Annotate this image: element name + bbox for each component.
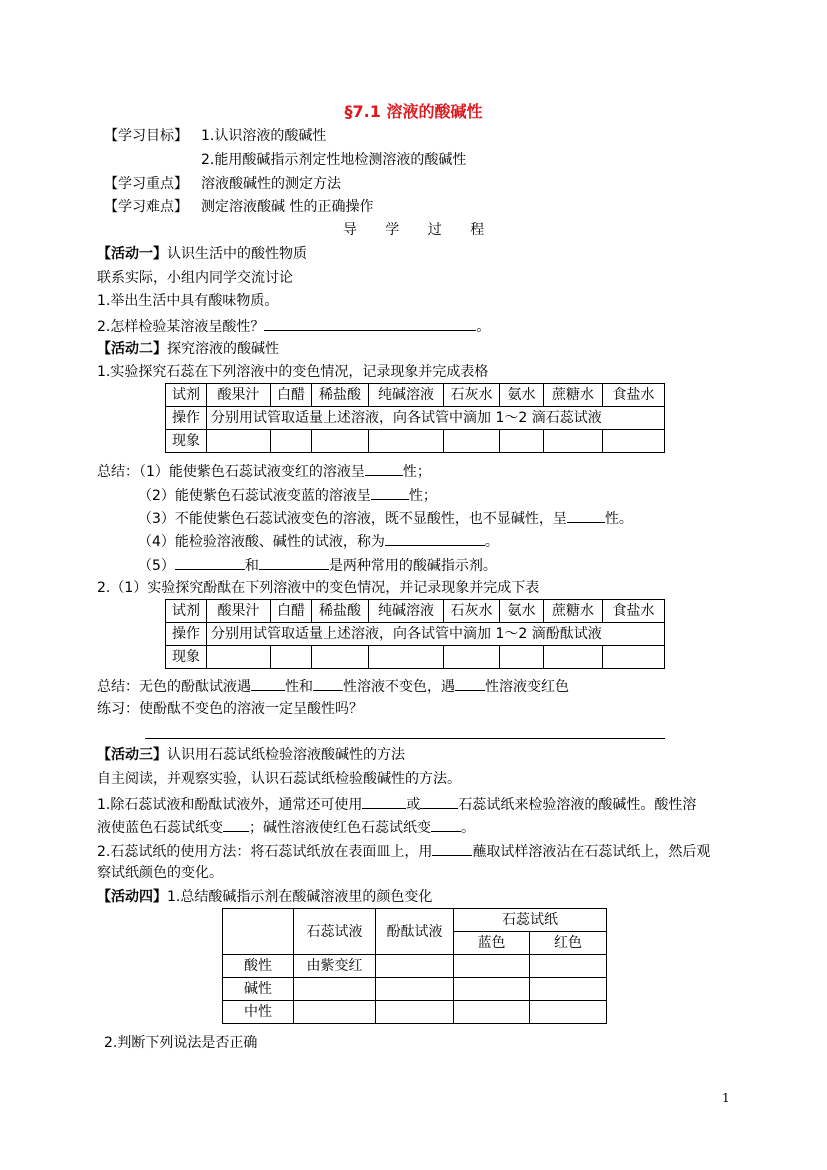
summary-line-2 [138, 485, 437, 505]
activity2-label: 【活动二】 [97, 341, 167, 357]
activity3-p2-line2: 察试纸颜色的变化。 [97, 865, 223, 881]
row-label: 操作 [166, 407, 207, 430]
table-cell[interactable] [530, 955, 607, 978]
goal-item-1: 1.认识溶液的酸碱性 [201, 128, 327, 144]
table-header-cell: 试剂 [166, 384, 207, 407]
summary-line-4 [138, 531, 499, 551]
activity3-heading [97, 746, 405, 764]
summary2-line [97, 676, 569, 696]
paragraph-text: 蘸取试样溶液沾在石蕊试纸上，然后观 [472, 844, 711, 860]
table-header-row [166, 384, 665, 407]
paragraph-text: 2.石蕊试纸的使用方法：将石蕊试纸放在表面皿上，用 [97, 844, 433, 860]
activity3-p2-line1 [97, 841, 710, 861]
activity1-label: 【活动一】 [97, 246, 167, 262]
summary-text: （1）能使紫色石蕊试液变红的溶液呈 [139, 464, 365, 480]
activity2-heading [97, 340, 279, 358]
table-cell[interactable] [544, 646, 603, 669]
operation-text: 分别用试管取适量上述溶液，向各试管中滴加 1～2 滴石蕊试液 [207, 407, 665, 430]
table-cell[interactable] [207, 430, 271, 453]
table-cell[interactable] [530, 978, 607, 1001]
summary-text: （4）能检验溶液酸、碱性的试液，称为 [138, 534, 385, 550]
activity3-title: 认识用石蕊试纸检验溶液酸碱性的方法 [167, 747, 405, 763]
activity1-intro: 联系实际，小组内同学交流讨论 [97, 270, 293, 286]
table-cell[interactable] [369, 430, 444, 453]
table-header-cell: 纯碱溶液 [369, 384, 444, 407]
answer-blank[interactable] [264, 316, 476, 331]
summary-text: 是两种常用的酸碱指示剂。 [328, 558, 497, 574]
row-label: 现象 [166, 646, 207, 669]
activity1-q1: 1.举出生活中具有酸味物质。 [97, 293, 279, 309]
summary-label: 总结： [97, 464, 139, 480]
row-label-neutral: 中性 [223, 1001, 294, 1024]
col-header-phenol: 酚酞试液 [376, 909, 454, 955]
summary-text: 性； [408, 488, 437, 504]
activity4-title: 1.总结酸碱指示剂在酸碱溶液里的颜色变化 [167, 889, 433, 905]
col-header-blue: 蓝色 [454, 932, 530, 955]
table-cell[interactable] [271, 430, 312, 453]
row-label-base: 碱性 [223, 978, 294, 1001]
answer-blank[interactable] [175, 555, 245, 570]
table-cell: 由紫变红 [294, 955, 376, 978]
activity4-heading [97, 888, 432, 906]
page-number: 1 [722, 1091, 730, 1105]
table-cell[interactable] [369, 646, 444, 669]
col-header-litmus: 石蕊试液 [294, 909, 376, 955]
answer-blank[interactable] [385, 531, 485, 546]
row-label-acid: 酸性 [223, 955, 294, 978]
operation-text: 分别用试管取适量上述溶液，向各试管中滴加 1～2 滴酚酞试液 [207, 623, 665, 646]
table-row [166, 623, 665, 646]
table-cell[interactable] [444, 430, 500, 453]
activity4-judge: 2.判断下列说法是否正确 [104, 1035, 258, 1051]
activity1-heading [97, 245, 307, 263]
table-cell[interactable] [500, 430, 544, 453]
focus-label: 【学习重点】 [104, 176, 188, 192]
table-cell[interactable] [376, 1001, 454, 1024]
table-header-cell: 白醋 [271, 384, 312, 407]
activity1-title: 认识生活中的酸性物质 [167, 246, 307, 262]
summary-text: 和 [244, 558, 259, 574]
summary-text: 。 [484, 534, 499, 550]
phenolphthalein-table [165, 599, 665, 669]
table-cell[interactable] [603, 646, 665, 669]
table-header-cell: 石灰水 [444, 384, 500, 407]
table-cell[interactable] [544, 430, 603, 453]
table-header-cell: 食盐水 [603, 384, 665, 407]
table-cell[interactable] [603, 430, 665, 453]
guide-heading: 导 学 过 程 [342, 222, 485, 238]
table-header-cell: 试剂 [166, 600, 207, 623]
table-cell[interactable] [454, 955, 530, 978]
litmus-table [165, 383, 665, 453]
answer-blank[interactable] [251, 676, 285, 691]
table-header-cell: 食盐水 [603, 600, 665, 623]
goals-label: 【学习目标】 [104, 128, 188, 144]
answer-blank[interactable] [432, 841, 472, 856]
table-header-cell: 纯碱溶液 [369, 600, 444, 623]
table-header-cell: 氨水 [500, 384, 544, 407]
activity3-p1-line1 [97, 794, 696, 814]
table-header-cell: 氨水 [500, 600, 544, 623]
activity1-q2-text: 2.怎样检验某溶液呈酸性？ [97, 319, 265, 335]
indicator-summary-table [222, 908, 607, 1024]
answer-blank[interactable] [313, 676, 343, 691]
paragraph-text: 石蕊试纸来检验溶液的酸碱性。酸性溶 [458, 797, 697, 813]
activity2-exp1: 1.实验探究石蕊在下列溶液中的变色情况，记录现象并完成表格 [97, 364, 489, 380]
table-cell[interactable] [454, 1001, 530, 1024]
table-cell[interactable] [312, 430, 369, 453]
table-cell[interactable] [500, 646, 544, 669]
summary-text: 性和 [285, 679, 313, 695]
col-header-red: 红色 [530, 932, 607, 955]
summary-line-1 [97, 461, 431, 481]
table-cell[interactable] [376, 978, 454, 1001]
answer-line[interactable] [145, 738, 665, 739]
paragraph-text: 1.除石蕊试液和酚酞试液外，通常还可使用 [97, 797, 363, 813]
table-row [223, 955, 607, 978]
activity2-exp2: 2.（1）实验探究酚酞在下列溶液中的变色情况，并记录现象并完成下表 [97, 580, 540, 596]
table-header-cell: 蔗糖水 [544, 600, 603, 623]
table-cell[interactable] [271, 646, 312, 669]
goal-item-2: 2.能用酸碱指示剂定性地检测溶液的酸碱性 [201, 152, 467, 168]
answer-blank[interactable] [223, 817, 249, 832]
practice-question: 练习：使酚酞不变色的溶液一定呈酸性吗？ [97, 701, 363, 717]
table-row [223, 1001, 607, 1024]
table-cell[interactable] [312, 646, 369, 669]
table-row [166, 407, 665, 430]
table-cell[interactable] [207, 646, 271, 669]
summary-text: 性； [402, 464, 431, 480]
answer-blank[interactable] [362, 794, 406, 809]
answer-blank[interactable] [567, 508, 605, 523]
table-cell[interactable] [376, 955, 454, 978]
summary-line-3 [138, 508, 633, 528]
answer-blank[interactable] [431, 817, 461, 832]
table-row [166, 430, 665, 453]
row-label: 现象 [166, 430, 207, 453]
table-cell[interactable] [294, 1001, 376, 1024]
paragraph-text: 。 [461, 820, 475, 836]
answer-blank[interactable] [455, 676, 485, 691]
activity1-q2-end: 。 [476, 319, 491, 335]
col-header-paper: 石蕊试纸 [454, 909, 607, 932]
summary-text: 总结：无色的酚酞试液遇 [97, 679, 251, 695]
table-cell[interactable] [294, 978, 376, 1001]
activity3-label: 【活动三】 [97, 747, 167, 763]
table-header-row [223, 909, 607, 932]
paragraph-text: 液使蓝色石蕊试纸变 [97, 820, 223, 836]
table-header-cell: 白醋 [271, 600, 312, 623]
table-corner-cell [223, 909, 294, 955]
table-header-cell: 酸果汁 [207, 384, 271, 407]
table-row [223, 978, 607, 1001]
table-cell[interactable] [454, 978, 530, 1001]
summary-text: 性。 [604, 511, 633, 527]
answer-blank[interactable] [259, 555, 329, 570]
summary-line-5 [138, 555, 497, 575]
table-row [166, 646, 665, 669]
activity1-q2 [97, 316, 490, 336]
paragraph-text: ；碱性溶液使红色石蕊试纸变 [249, 820, 431, 836]
table-header-cell: 蔗糖水 [544, 384, 603, 407]
table-header-cell: 稀盐酸 [312, 600, 369, 623]
row-label: 操作 [166, 623, 207, 646]
summary-text: 性溶液不变色，遇 [343, 679, 455, 695]
summary-text: （5） [138, 558, 175, 574]
activity4-label: 【活动四】 [97, 889, 167, 905]
focus-text: 溶液酸碱性的测定方法 [201, 176, 341, 192]
table-cell[interactable] [444, 646, 500, 669]
answer-blank[interactable] [365, 461, 403, 476]
answer-blank[interactable] [371, 485, 409, 500]
summary-text: 性溶液变红色 [485, 679, 569, 695]
table-header-cell: 石灰水 [444, 600, 500, 623]
activity3-intro: 自主阅读，并观察实验，认识石蕊试纸检验酸碱性的方法。 [97, 771, 461, 787]
activity3-p1-line2 [97, 817, 475, 837]
answer-blank[interactable] [420, 794, 458, 809]
table-header-row [166, 600, 665, 623]
summary-text: （3）不能使紫色石蕊试液变色的溶液，既不显酸性，也不显碱性，呈 [138, 511, 567, 527]
difficulty-text: 测定溶液酸碱 性的正确操作 [201, 199, 374, 215]
summary-text: （2）能使紫色石蕊试液变蓝的溶液呈 [138, 488, 371, 504]
page-title: §7.1 溶液的酸碱性 [344, 102, 483, 121]
table-cell[interactable] [530, 1001, 607, 1024]
table-header-cell: 酸果汁 [207, 600, 271, 623]
difficulty-label: 【学习难点】 [104, 199, 188, 215]
table-header-cell: 稀盐酸 [312, 384, 369, 407]
paragraph-text: 或 [406, 797, 421, 813]
activity2-title: 探究溶液的酸碱性 [167, 341, 279, 357]
